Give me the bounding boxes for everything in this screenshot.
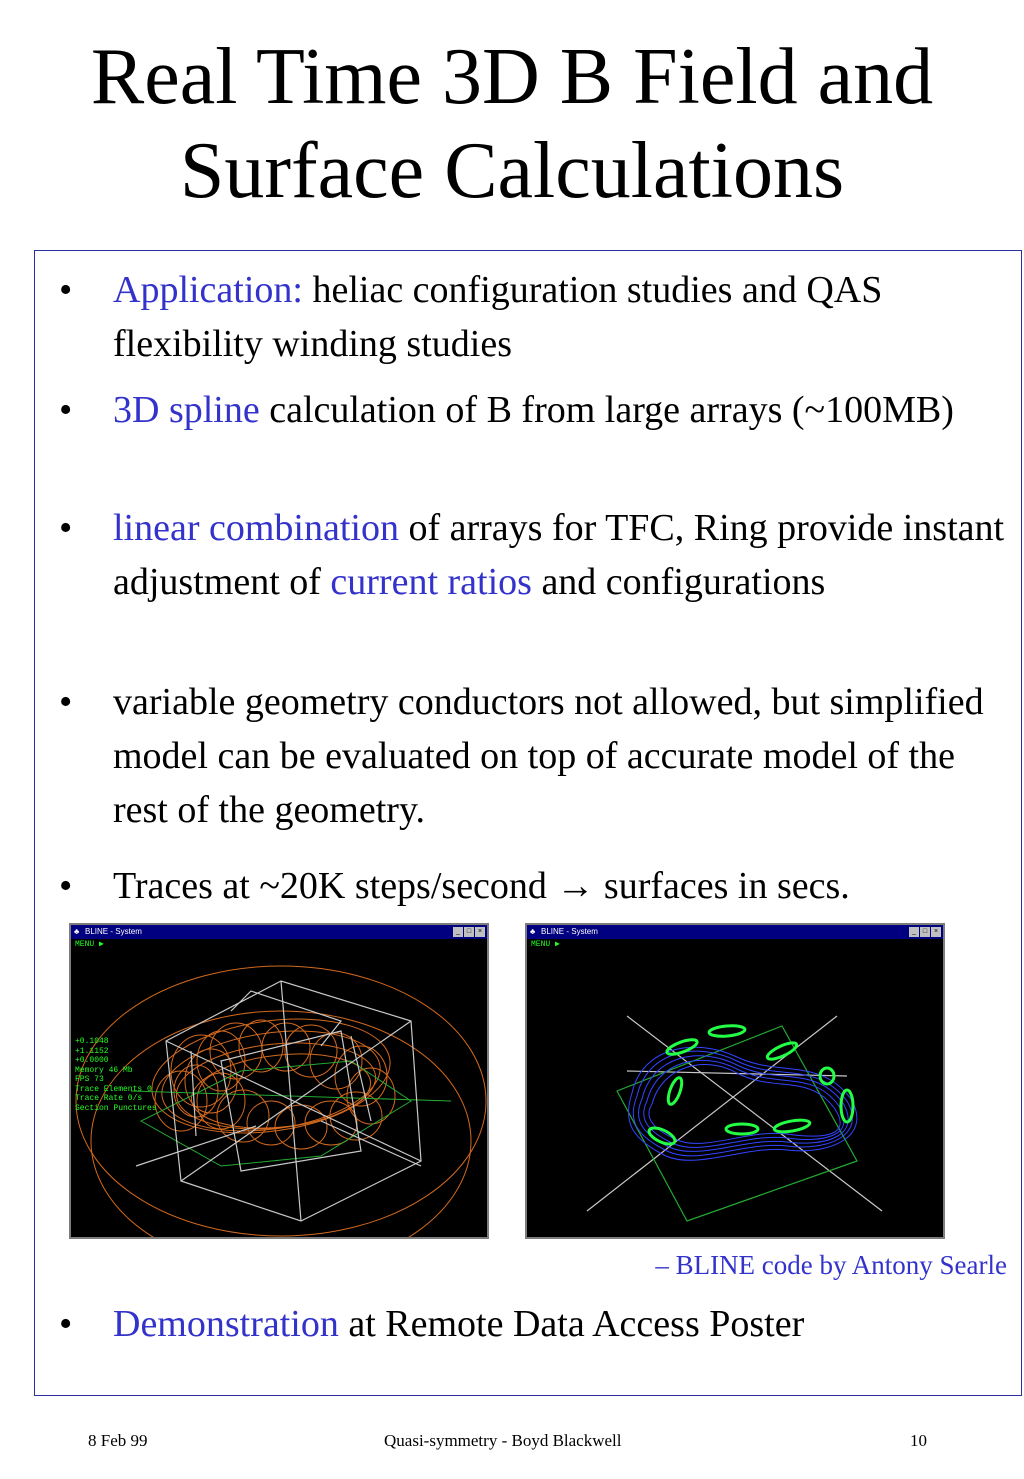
- bullet-highlight-2: current ratios: [330, 561, 532, 603]
- readout-line: +1.1152: [75, 1046, 109, 1056]
- bullet-marker: •: [59, 1303, 73, 1345]
- bullet-marker: •: [59, 507, 73, 549]
- bullet-body: at Remote Data Access Poster: [338, 1303, 805, 1345]
- footer-center: Quasi-symmetry - Boyd Blackwell: [384, 1431, 622, 1450]
- render-viewport: [527, 951, 943, 1237]
- bullet-body-2: and configurations: [531, 561, 826, 603]
- bullet-body: heliac configuration studies and QAS flexibility winding studies: [113, 269, 883, 365]
- bullet-text: [113, 1297, 1009, 1351]
- bline-screenshot-1: [69, 923, 489, 1239]
- window-controls: [452, 927, 485, 937]
- app-icon: ♣: [74, 927, 80, 936]
- window-title: BLINE - System: [85, 927, 142, 936]
- minimize-icon[interactable]: _: [909, 927, 919, 937]
- green-section-traces: [131, 1061, 451, 1166]
- bullet-highlight: 3D spline: [113, 389, 260, 431]
- menu-button[interactable]: MENU ▶: [531, 940, 560, 949]
- slide-title-line-2: Surface Calculations: [179, 127, 845, 215]
- coil-wireframe: [136, 981, 421, 1221]
- bullet-text: [113, 501, 1009, 609]
- readout-line: +0.0000: [75, 1056, 109, 1065]
- close-icon[interactable]: ×: [931, 927, 941, 937]
- maximize-icon[interactable]: □: [920, 927, 930, 937]
- bullet-marker: •: [59, 865, 73, 907]
- close-icon[interactable]: ×: [475, 927, 485, 937]
- window-controls: [908, 927, 941, 937]
- bline-screenshot-2: [525, 923, 945, 1239]
- bullet-highlight: linear combination: [113, 507, 399, 549]
- bullet-marker: •: [59, 681, 73, 723]
- maximize-icon[interactable]: □: [464, 927, 474, 937]
- bullet-marker: •: [59, 389, 73, 431]
- window-title: BLINE - System: [541, 927, 598, 936]
- sub-bullet-credit: – BLINE code by Antony Searle: [655, 1250, 1007, 1280]
- footer-date: 8 Feb 99: [88, 1431, 148, 1450]
- green-poincare-surfaces: [647, 1024, 853, 1147]
- app-icon: ♣: [530, 927, 536, 936]
- minimize-icon[interactable]: _: [453, 927, 463, 937]
- window-titlebar: [71, 925, 487, 939]
- menu-button[interactable]: MENU ▶: [75, 940, 104, 949]
- readout-line: +0.1048: [75, 1037, 109, 1046]
- bullet-body: of arrays for TFC, Ring provide instant adjustment of: [113, 507, 1005, 603]
- render-viewport: [71, 951, 487, 1237]
- slide-title-line-1: Real Time 3D B Field and: [90, 33, 934, 121]
- bullet-highlight: Application:: [113, 269, 303, 311]
- readout-line: Section Punctures: [75, 1103, 157, 1113]
- readout-line: FPS 73: [75, 1075, 104, 1084]
- bullet-text: Traces at ~20K steps/second → surfaces in secs.: [113, 865, 850, 907]
- trace-readout: [75, 1037, 157, 1113]
- bullet-body: calculation of B from large arrays (~100MB): [259, 389, 954, 431]
- content-box: [34, 250, 1022, 1396]
- bullet-marker: •: [59, 269, 73, 311]
- surface-render: [527, 951, 943, 1237]
- slide-title: [0, 30, 1024, 218]
- readout-line: Trace Elements 0: [75, 1084, 152, 1094]
- window-titlebar: [527, 925, 943, 939]
- readout-line: Trace Rate 0/s: [75, 1094, 143, 1103]
- bullet-highlight: Demonstration: [113, 1303, 339, 1345]
- footer-page-number: 10: [910, 1431, 927, 1450]
- bullet-text: [113, 383, 1009, 437]
- bullet-text: [113, 263, 1009, 371]
- bullet-text: variable geometry conductors not allowed, but simplified model can be evaluated on top of accurate model of the rest of the geometry.: [113, 681, 984, 831]
- readout-line: Memory 46 Mb: [75, 1065, 133, 1075]
